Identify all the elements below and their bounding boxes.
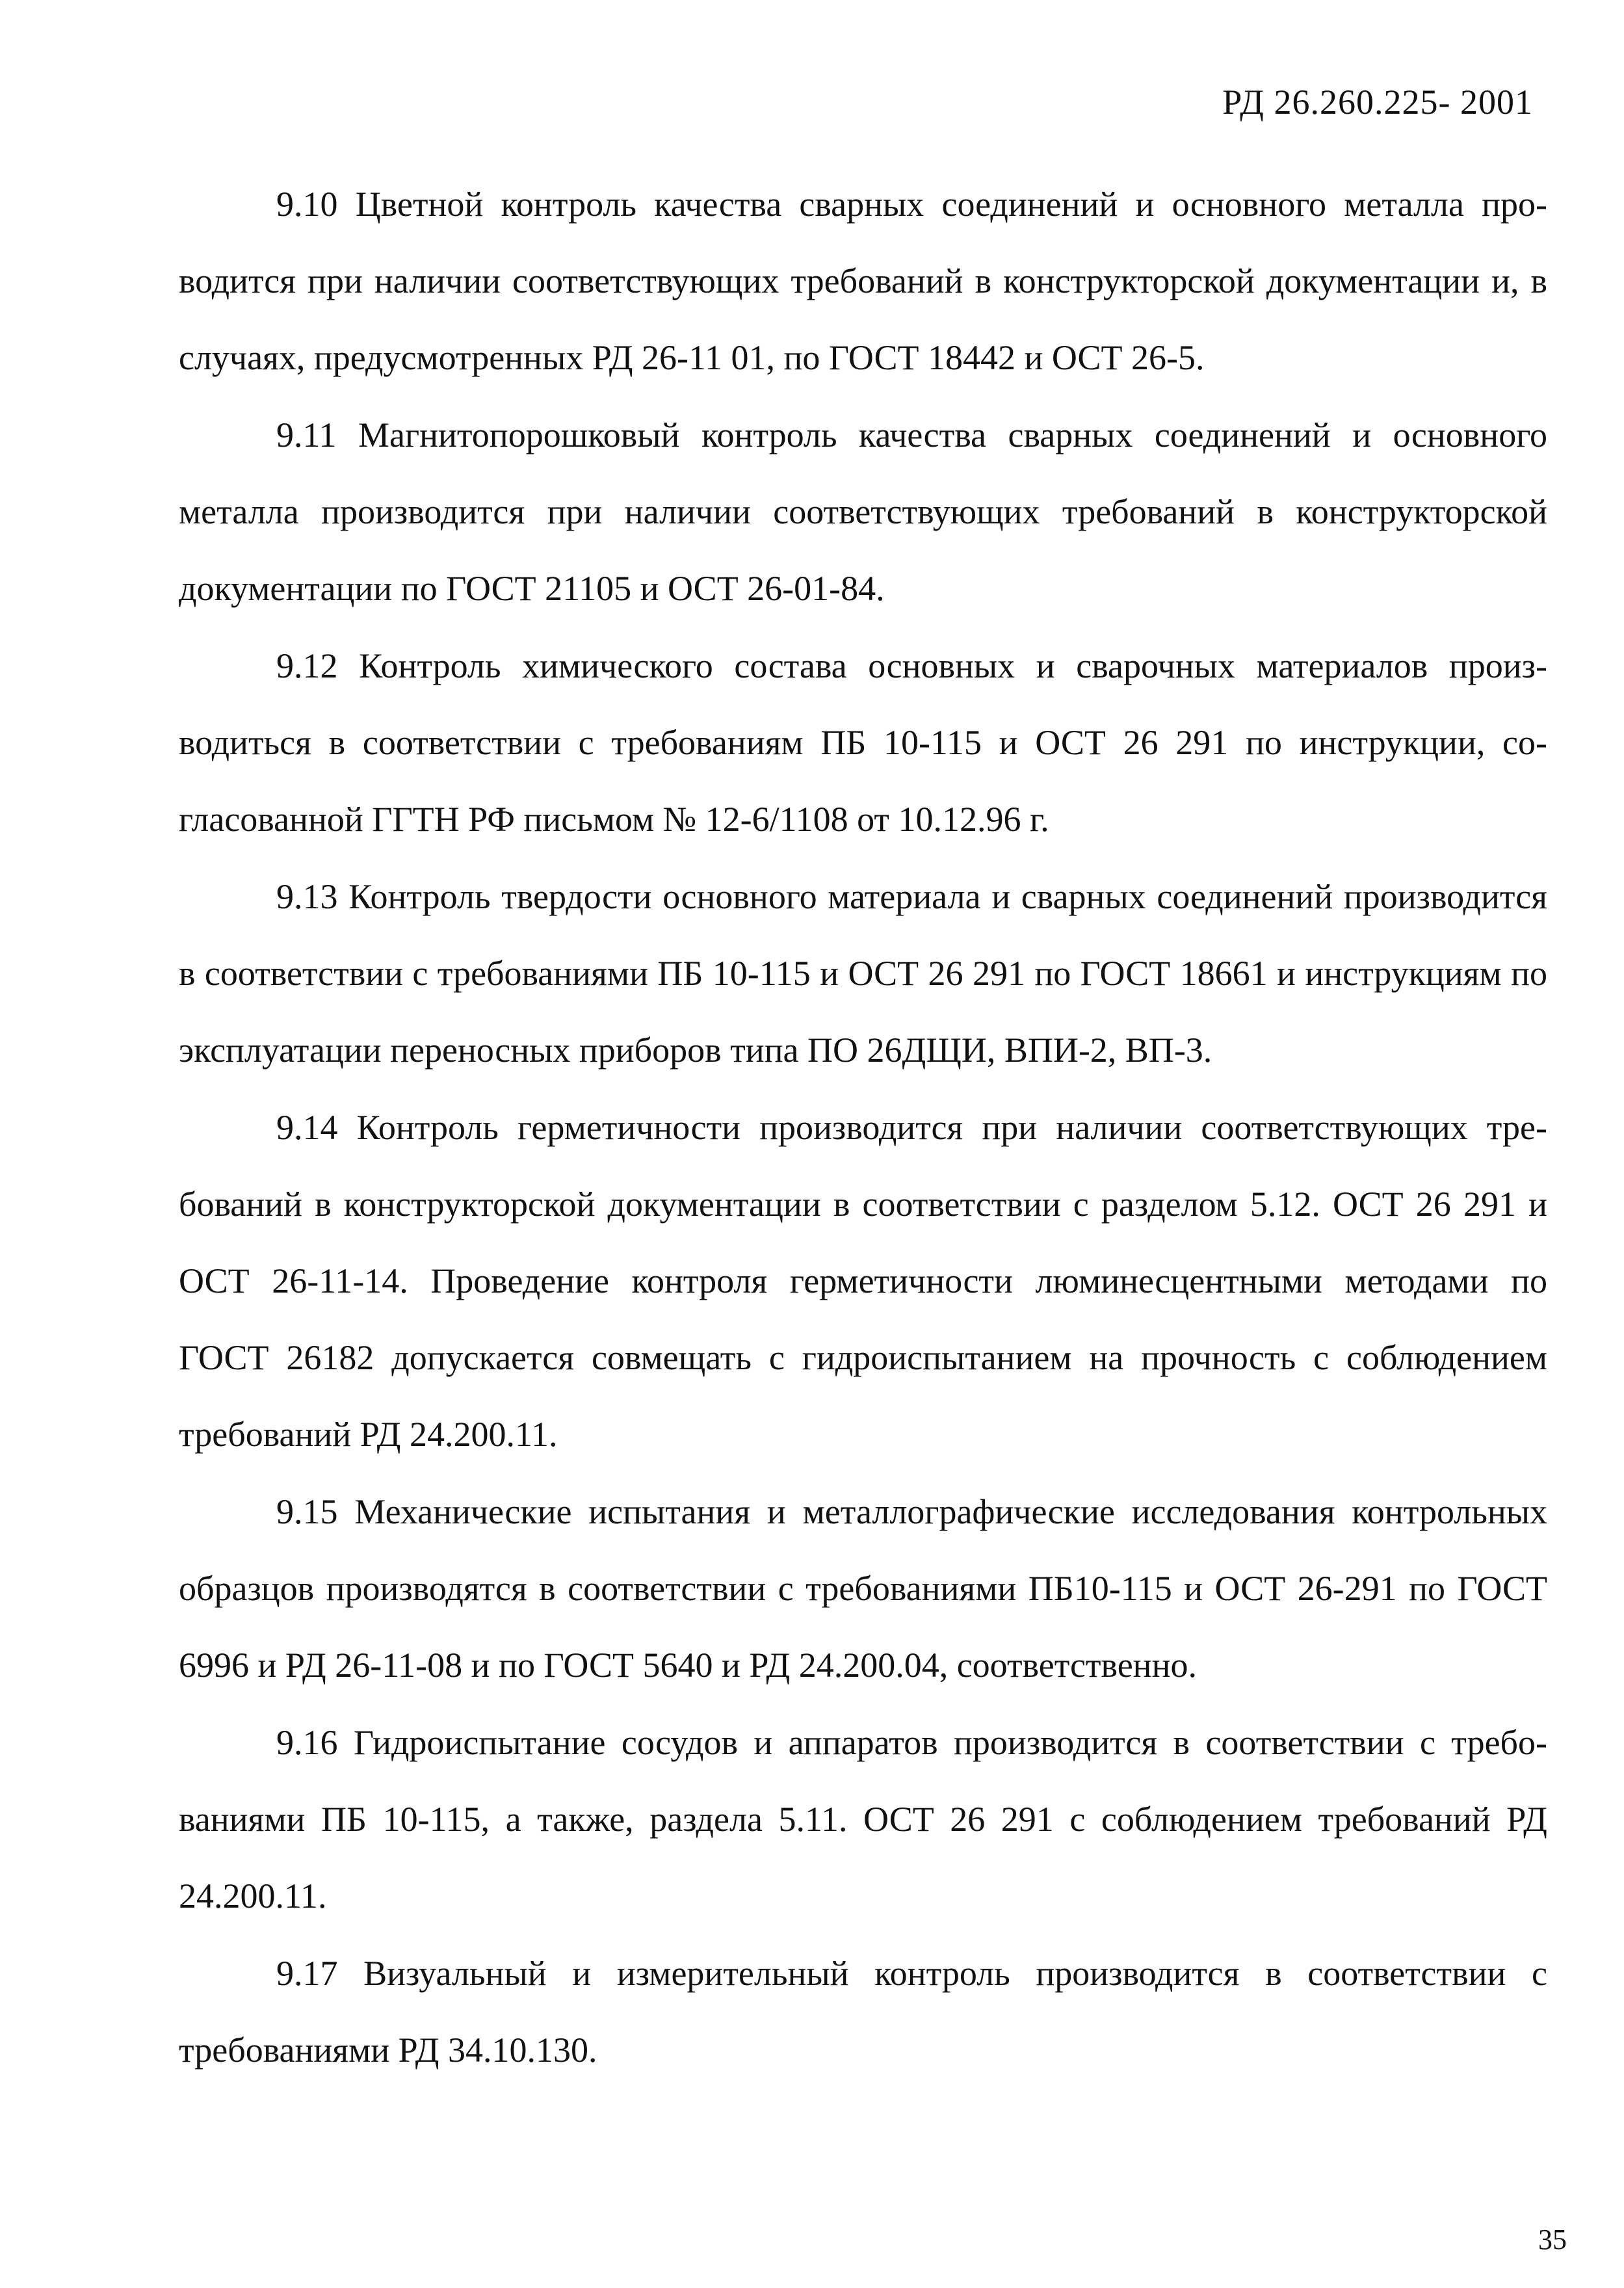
paragraph-9-12: 9.12 Контроль химического состава основных и сварочных материалов производиться в соответствии с требованиям ПБ 10-115 и ОСТ 26 291 по инструкции, согласованной ГГТН РФ письмом № 12-6/1108 от 10.12.96 г. [179, 646, 1547, 839]
paragraph-9-16: 9.16 Гидроиспытание сосудов и аппаратов производится в соответствии с требованиями ПБ 10-115, а также, раздела 5.11. ОСТ 26 291 с соблюдением требований РД 24.200.11. [179, 1723, 1547, 1915]
paragraph-9-14: 9.14 Контроль герметичности производится при наличии соответствующих требований в конструкторской документации в соответствии с разделом 5.12. ОСТ 26 291 и ОСТ 26-11-14. Проведение контроля герметичности люминесцентными методами по ГОСТ 26182 допускается совмещать с гидроиспытанием на прочность с соблюдением требований РД 24.200.11. [179, 1108, 1547, 1454]
paragraph-9-13: 9.13 Контроль твердости основного материала и сварных соединений производится в соответствии с требованиями ПБ 10-115 и ОСТ 26 291 по ГОСТ 18661 и инструкциям по эксплуатации переносных приборов типа ПО 26ДЩИ, ВПИ-2, ВП-3. [179, 877, 1547, 1070]
paragraph-9-15: 9.15 Механические испытания и металлографические исследования контрольных образцов производятся в соответствии с требованиями ПБ10-115 и ОСТ 26-291 по ГОСТ 6996 и РД 26-11-08 и по ГОСТ 5640 и РД 24.200.04, соответственно. [179, 1492, 1547, 1685]
paragraph-9-17: 9.17 Визуальный и измерительный контроль производится в соответствии с требованиями РД 34.10.130. [179, 1954, 1547, 2070]
document-body [179, 166, 1547, 2089]
paragraph-9-10: 9.10 Цветной контроль качества сварных соединений и основного металла проводится при наличии соответствующих требований в конструкторской документации и, в случаях, предусмотренных РД 26-11 01, по ГОСТ 18442 и ОСТ 26-5. [179, 185, 1547, 377]
paragraph-9-11: 9.11 Магнитопорошковый контроль качества сварных соединений и основного металла производится при наличии соответствующих требований в конструкторской документации по ГОСТ 21105 и ОСТ 26-01-84. [179, 415, 1547, 608]
document-code-header: РД 26.260.225- 2001 [1222, 83, 1533, 122]
page-number: 35 [1538, 2224, 1567, 2255]
